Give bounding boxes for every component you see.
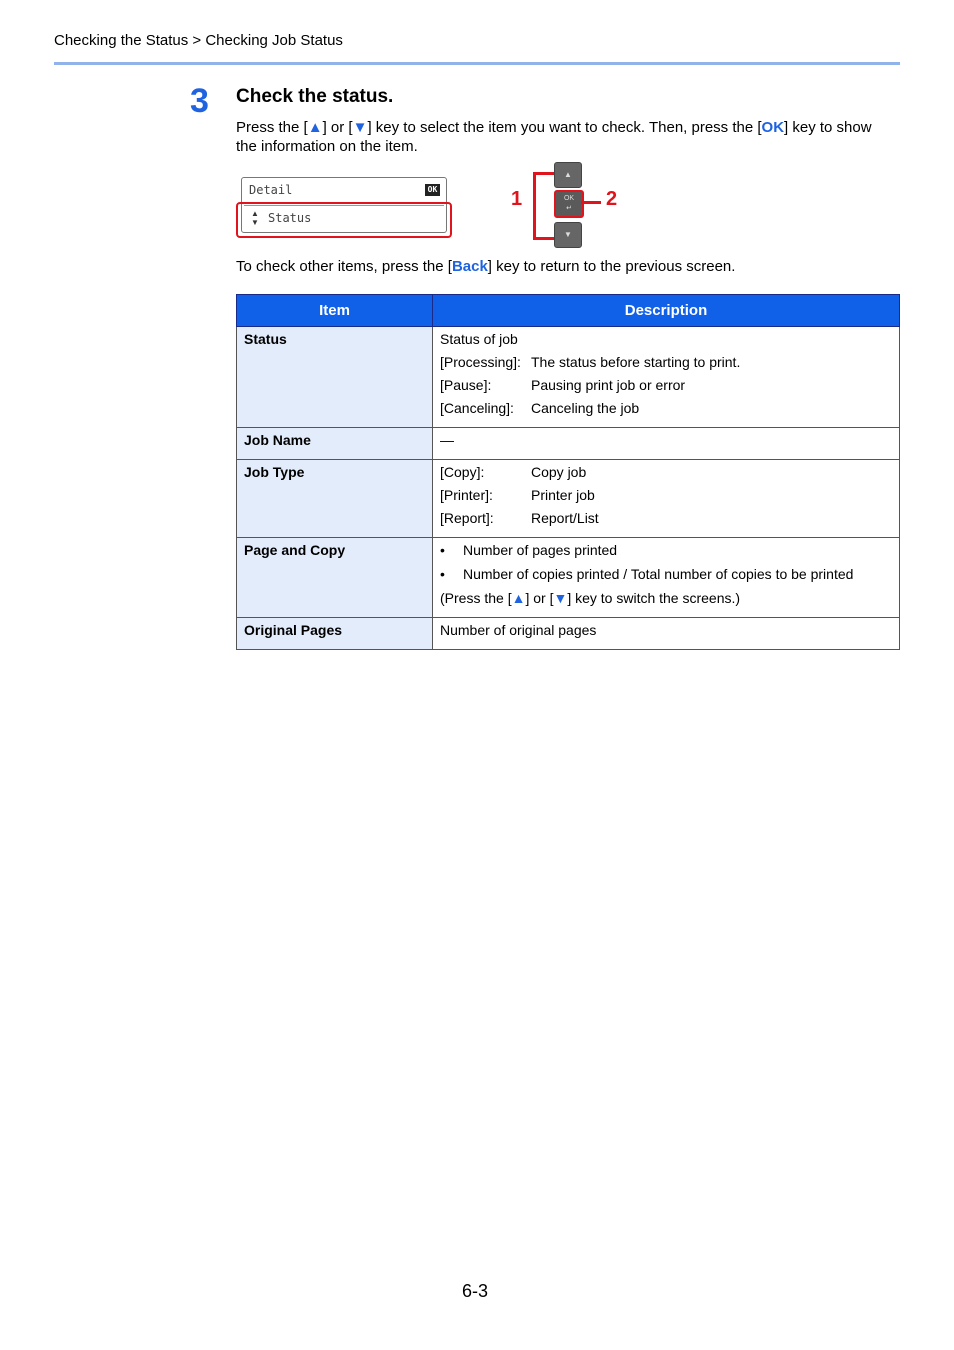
up-arrow-icon: ▲ <box>564 170 572 179</box>
callout-number-1: 1 <box>511 188 523 210</box>
callout-line <box>581 201 601 204</box>
row-item-name: Job Name <box>237 428 433 460</box>
down-key-button <box>554 222 582 248</box>
row-description: [Copy]: Copy job [Printer]: Printer job [Report]: Report/List <box>433 460 900 538</box>
column-header-description: Description <box>433 295 900 327</box>
down-key-icon: ▼ <box>352 119 368 136</box>
breadcrumb: Checking the Status > Checking Job Status <box>54 32 343 49</box>
up-key-icon: ▲ <box>307 119 323 136</box>
ok-key-button <box>554 190 584 218</box>
back-key-label: Back <box>451 258 488 275</box>
up-key-icon: ▲ <box>511 590 526 606</box>
selection-highlight <box>236 202 452 238</box>
row-item-name: Original Pages <box>237 618 433 650</box>
ok-badge-icon: OK <box>425 184 440 196</box>
row-description: Number of original pages <box>433 618 900 650</box>
row-description: — <box>433 428 900 460</box>
ok-key-label: OK <box>761 119 785 136</box>
table-row <box>237 327 900 428</box>
bullet-icon: • <box>440 542 445 558</box>
scroll-arrows-icon: ▲ ▼ <box>251 209 259 227</box>
table-row <box>237 538 900 618</box>
row-description: Status of job [Processing]: The status before starting to print. [Pause]: Pausing print job or error [Canceling]: Canceling the job <box>433 327 900 428</box>
step-number: 3 <box>190 82 209 120</box>
down-arrow-icon: ▼ <box>564 230 572 239</box>
ok-key-text: OK <box>563 195 575 202</box>
enter-icon: ↵ <box>566 205 572 212</box>
step-title: Check the status. <box>236 86 394 107</box>
table-row <box>237 460 900 538</box>
row-description: • Number of pages printed • Number of copies printed / Total number of copies to be printed (Press the [▲] or [▼] key to switch the screens.) <box>433 538 900 618</box>
status-item-table <box>236 294 900 650</box>
step-instruction: Press the [▲] or [▼] key to select the item you want to check. Then, press the [OK] key to show the information on the item. <box>236 119 872 155</box>
table-row <box>237 618 900 650</box>
row-item-name: Status <box>237 327 433 428</box>
lcd-screen-title: Detail <box>249 183 293 197</box>
header-rule <box>54 62 900 65</box>
callout-number-2: 2 <box>606 188 618 210</box>
row-item-name: Job Type <box>237 460 433 538</box>
row-item-name: Page and Copy <box>237 538 433 618</box>
bullet-icon: • <box>440 566 445 582</box>
page-number: 6-3 <box>462 1281 489 1301</box>
column-header-item: Item <box>237 295 433 327</box>
back-note: To check other items, press the [Back] key to return to the previous screen. <box>236 258 736 275</box>
lcd-selected-item: Status <box>268 211 312 225</box>
table-header-row <box>237 295 900 327</box>
down-key-icon: ▼ <box>553 590 568 606</box>
table-row <box>237 428 900 460</box>
up-key-button <box>554 162 582 188</box>
